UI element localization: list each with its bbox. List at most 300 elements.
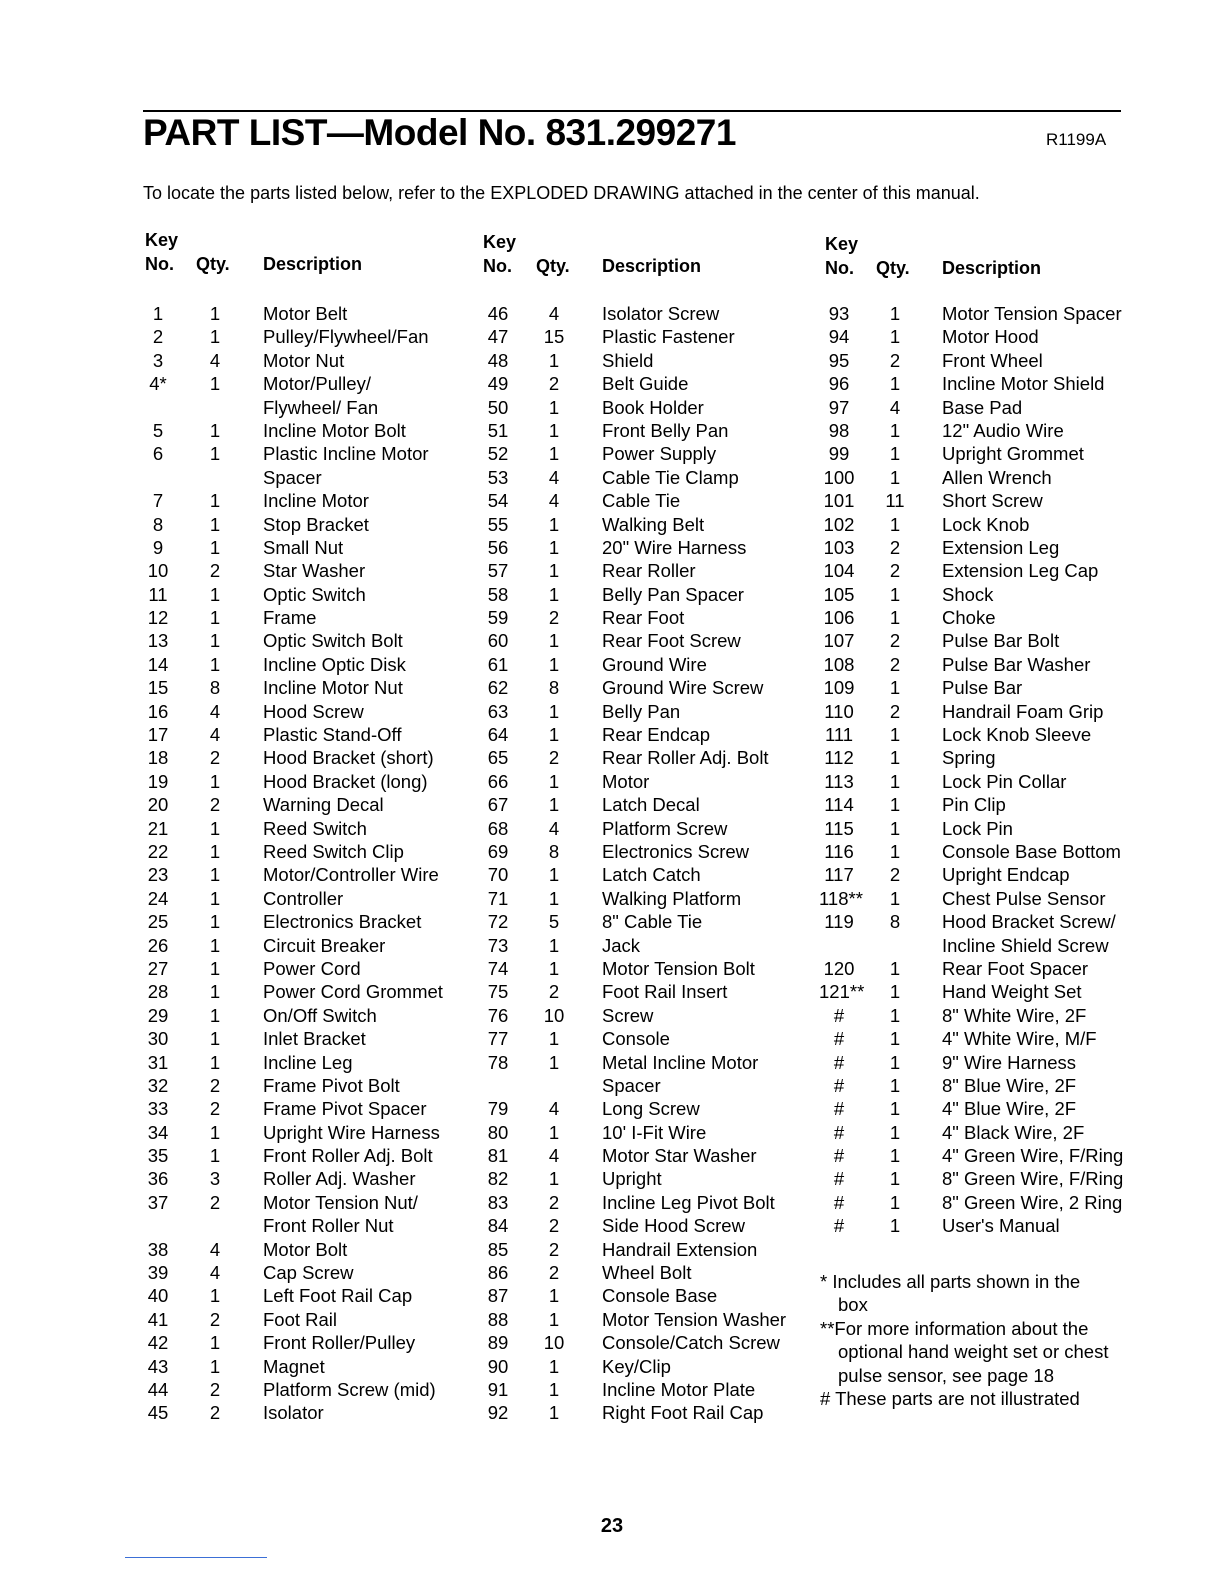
key-number: 24	[147, 887, 169, 909]
part-description: Allen Wrench	[942, 466, 1052, 488]
part-description: Jack	[602, 934, 641, 956]
part-description: Plastic Stand-Off	[263, 724, 402, 746]
quantity: 15	[543, 326, 565, 348]
quantity: 1	[209, 653, 221, 675]
part-description: Base Pad	[942, 396, 1023, 418]
part-description: Lock Knob	[942, 513, 1030, 535]
key-number: 64	[487, 724, 509, 746]
quantity: 1	[209, 1332, 221, 1354]
key-number: 87	[487, 1285, 509, 1307]
quantity: 1	[209, 934, 221, 956]
part-description: Incline Leg Pivot Bolt	[602, 1191, 775, 1213]
key-number: 50	[487, 396, 509, 418]
no-header: No.	[825, 258, 854, 278]
page-title: PART LIST—Model No. 831.299271	[143, 112, 736, 153]
part-description: Power Cord Grommet	[263, 981, 443, 1003]
part-description: Chest Pulse Sensor	[942, 887, 1106, 909]
part-description: Flywheel/ Fan	[263, 396, 379, 418]
part-description: Hood Bracket (short)	[263, 747, 434, 769]
quantity: 4	[548, 1098, 560, 1120]
part-description: Latch Catch	[602, 864, 701, 886]
part-description: Latch Decal	[602, 794, 700, 816]
key-number: 25	[147, 911, 169, 933]
quantity: 1	[548, 630, 560, 652]
part-description: On/Off Switch	[263, 1004, 377, 1026]
key-number: 99	[828, 443, 850, 465]
key-number: 52	[487, 443, 509, 465]
part-description: Metal Incline Motor	[602, 1051, 759, 1073]
key-number: #	[833, 1074, 845, 1096]
key-number: 104	[823, 560, 855, 582]
quantity: 2	[209, 1074, 221, 1096]
part-description: Motor Tension Bolt	[602, 957, 755, 979]
quantity: 1	[548, 419, 560, 441]
part-description: Incline Motor Plate	[602, 1378, 756, 1400]
part-description: Reed Switch	[263, 817, 367, 839]
key-number: 49	[487, 373, 509, 395]
part-description: Front Wheel	[942, 349, 1043, 371]
quantity: 2	[889, 536, 901, 558]
quantity: 4	[548, 490, 560, 512]
part-description: Pulley/Flywheel/Fan	[263, 326, 429, 348]
key-number: 71	[487, 887, 509, 909]
part-description: Front Roller Adj. Bolt	[263, 1145, 433, 1167]
part-description: Hood Bracket Screw/	[942, 911, 1116, 933]
key-number: 121**	[819, 981, 865, 1003]
part-description: Warning Decal	[263, 794, 384, 816]
key-number: 76	[487, 1004, 509, 1026]
quantity: 1	[548, 1402, 560, 1424]
quantity: 1	[889, 840, 901, 862]
quantity: 1	[889, 326, 901, 348]
key-number: 120	[823, 957, 855, 979]
key-number: 106	[823, 607, 855, 629]
part-description: 8" Green Wire, 2 Ring	[942, 1191, 1123, 1213]
quantity: 11	[885, 490, 905, 512]
part-description: 9" Wire Harness	[942, 1051, 1077, 1073]
key-number: 105	[823, 583, 855, 605]
part-description: Lock Knob Sleeve	[942, 724, 1092, 746]
part-description: Cable Tie Clamp	[602, 466, 739, 488]
quantity: 1	[209, 1028, 221, 1050]
key-number: #	[833, 1215, 845, 1237]
part-description: Belly Pan	[602, 700, 681, 722]
part-description: Motor Belt	[263, 303, 348, 324]
quantity: 1	[209, 770, 221, 792]
key-number: 118**	[819, 887, 863, 909]
part-description: Rear Foot	[602, 607, 685, 629]
part-description: 12" Audio Wire	[942, 419, 1064, 441]
quantity: 1	[889, 1074, 901, 1096]
part-description: Inlet Bracket	[263, 1028, 366, 1050]
part-description: Incline Optic Disk	[263, 653, 406, 675]
page-number: 23	[600, 1515, 624, 1537]
part-description: Magnet	[263, 1355, 325, 1377]
part-description: Pulse Bar Washer	[942, 653, 1091, 675]
key-number: 80	[487, 1121, 509, 1143]
quantity: 1	[548, 1308, 560, 1330]
key-number: 112	[824, 747, 854, 769]
key-number: 33	[147, 1098, 169, 1120]
part-description: Reed Switch Clip	[263, 840, 404, 862]
quantity: 2	[209, 560, 221, 582]
key-number: 44	[147, 1378, 169, 1400]
key-number: 26	[147, 934, 169, 956]
part-description: Controller	[263, 887, 344, 909]
quantity: 1	[548, 724, 560, 746]
quantity: 1	[548, 1121, 560, 1143]
part-description: Hand Weight Set	[942, 981, 1082, 1003]
key-number: #	[833, 1028, 845, 1050]
part-description: Cable Tie	[602, 490, 681, 512]
key-number: 103	[823, 536, 855, 558]
qty-header: Qty.	[536, 256, 570, 276]
qty-header: Qty.	[876, 258, 910, 278]
key-number: 14	[147, 653, 169, 675]
key-number: 115	[824, 817, 854, 839]
part-description: 8" Green Wire, F/Ring	[942, 1168, 1124, 1190]
quantity: 1	[889, 1168, 901, 1190]
part-description: Extension Leg	[942, 536, 1060, 558]
key-number: 1	[152, 303, 164, 324]
quantity: 1	[209, 864, 221, 886]
key-number: 7	[152, 490, 164, 512]
quantity: 1	[548, 1168, 560, 1190]
key-number: 86	[487, 1262, 509, 1284]
quantity: 2	[889, 560, 901, 582]
quantity: 1	[889, 373, 901, 395]
part-description: Upright Endcap	[942, 864, 1070, 886]
part-description: Spring	[942, 747, 996, 769]
part-description: Frame Pivot Spacer	[263, 1098, 427, 1120]
key-number: 46	[487, 303, 509, 324]
key-number: 36	[147, 1168, 169, 1190]
quantity: 1	[889, 1215, 901, 1237]
quantity: 2	[889, 349, 901, 371]
quantity: 8	[889, 911, 901, 933]
quantity: 2	[209, 747, 221, 769]
part-description: Cap Screw	[263, 1262, 354, 1284]
part-description: 4" Blue Wire, 2F	[942, 1098, 1077, 1120]
key-number: 98	[828, 419, 850, 441]
no-header: No.	[145, 254, 174, 274]
quantity: 1	[548, 794, 560, 816]
quantity: 1	[548, 934, 560, 956]
part-description: Motor Tension Nut/	[263, 1191, 418, 1213]
quantity: 1	[889, 513, 901, 535]
quantity: 10	[543, 1332, 565, 1354]
quantity: 1	[548, 864, 560, 886]
quantity: 2	[548, 1238, 560, 1260]
part-description: Incline Motor Shield	[942, 373, 1105, 395]
quantity: 1	[209, 840, 221, 862]
key-number: 18	[147, 747, 169, 769]
key-number: 23	[147, 864, 169, 886]
document-code: R1199A	[1046, 130, 1107, 149]
key-header: Key	[145, 230, 179, 250]
part-description: Plastic Incline Motor	[263, 443, 429, 465]
footnote-line: * Includes all parts shown in the	[820, 1271, 1081, 1292]
quantity: 1	[209, 513, 221, 535]
quantity: 4	[209, 724, 221, 746]
quantity: 1	[889, 466, 901, 488]
part-description: Rear Endcap	[602, 724, 710, 746]
part-description: Hood Screw	[263, 700, 364, 722]
quantity: 1	[209, 817, 221, 839]
quantity: 2	[889, 700, 901, 722]
key-header: Key	[483, 232, 517, 252]
part-description: Left Foot Rail Cap	[263, 1285, 413, 1307]
part-description: Platform Screw	[602, 817, 728, 839]
part-description: Handrail Extension	[602, 1238, 758, 1260]
part-description: Book Holder	[602, 396, 704, 418]
part-description: Lock Pin	[942, 817, 1013, 839]
key-number: 110	[824, 700, 854, 722]
key-number: 21	[147, 817, 169, 839]
key-number: 62	[487, 677, 509, 699]
key-number: 51	[487, 419, 509, 441]
quantity: 1	[209, 1355, 221, 1377]
part-description: Wheel Bolt	[602, 1262, 692, 1284]
key-number: 60	[487, 630, 509, 652]
quantity: 1	[209, 326, 221, 348]
part-description: 8" Blue Wire, 2F	[942, 1074, 1077, 1096]
key-number: 58	[487, 583, 509, 605]
part-description: Foot Rail Insert	[602, 981, 728, 1003]
quantity: 4	[548, 1145, 560, 1167]
key-number: 17	[147, 724, 169, 746]
key-number: 96	[828, 373, 850, 395]
quantity: 1	[889, 770, 901, 792]
part-description: Belly Pan Spacer	[602, 583, 744, 605]
key-number: 38	[147, 1238, 169, 1260]
key-number: 12	[147, 607, 169, 629]
quantity: 1	[209, 957, 221, 979]
key-number: 59	[487, 607, 509, 629]
key-number: 34	[147, 1121, 169, 1143]
qty-header: Qty.	[196, 254, 230, 274]
quantity: 1	[209, 1051, 221, 1073]
quantity: 8	[548, 840, 560, 862]
key-number: 82	[487, 1168, 509, 1190]
key-number: 84	[487, 1215, 509, 1237]
quantity: 2	[889, 630, 901, 652]
part-description: Motor Tension Spacer	[942, 303, 1122, 324]
quantity: 1	[209, 630, 221, 652]
quantity: 1	[889, 887, 901, 909]
part-description: Motor Hood	[942, 326, 1039, 348]
quantity: 1	[209, 1121, 221, 1143]
part-description: Incline Motor Bolt	[263, 419, 406, 441]
part-description: Isolator	[263, 1402, 324, 1424]
description-header: Description	[602, 256, 702, 276]
key-number: 57	[487, 560, 509, 582]
part-description: Star Washer	[263, 560, 366, 582]
key-number: 32	[147, 1074, 169, 1096]
part-description: 10' I-Fit Wire	[602, 1121, 707, 1143]
part-description: Optic Switch	[263, 583, 366, 605]
key-number: 53	[487, 466, 509, 488]
key-number: 70	[487, 864, 509, 886]
key-number: 37	[147, 1191, 169, 1213]
quantity: 1	[548, 700, 560, 722]
key-number: 30	[147, 1028, 169, 1050]
part-description: Upright Grommet	[942, 443, 1084, 465]
quantity: 1	[548, 1285, 560, 1307]
quantity: 2	[548, 607, 560, 629]
key-number: 97	[828, 396, 850, 418]
part-description: Handrail Foam Grip	[942, 700, 1104, 722]
quantity: 1	[889, 443, 901, 465]
key-number: 48	[487, 349, 509, 371]
quantity: 1	[889, 583, 901, 605]
key-number: 119	[824, 911, 854, 933]
quantity: 1	[889, 1121, 901, 1143]
part-description: Frame	[263, 607, 317, 629]
quantity: 4	[209, 700, 221, 722]
key-number: 55	[487, 513, 509, 535]
quantity: 1	[209, 303, 221, 324]
key-number: 3	[152, 349, 164, 371]
key-number: 77	[487, 1028, 509, 1050]
quantity: 1	[209, 443, 221, 465]
quantity: 1	[209, 607, 221, 629]
quantity: 10	[543, 1004, 565, 1026]
part-description: Pulse Bar	[942, 677, 1023, 699]
quantity: 1	[548, 536, 560, 558]
quantity: 1	[209, 490, 221, 512]
part-description: Key/Clip	[602, 1355, 671, 1377]
part-description: Pin Clip	[942, 794, 1006, 816]
key-number: 72	[487, 911, 509, 933]
key-number: 42	[147, 1332, 169, 1354]
quantity: 2	[548, 1191, 560, 1213]
quantity: 2	[548, 981, 560, 1003]
description-header: Description	[942, 258, 1042, 278]
quantity: 1	[209, 911, 221, 933]
part-description: Walking Belt	[602, 513, 705, 535]
quantity: 1	[889, 957, 901, 979]
quantity: 1	[889, 981, 901, 1003]
part-description: Incline Leg	[263, 1051, 353, 1073]
part-description: Circuit Breaker	[263, 934, 386, 956]
key-number: #	[833, 1051, 845, 1073]
part-description: Lock Pin Collar	[942, 770, 1067, 792]
key-number: #	[833, 1168, 845, 1190]
part-description: 20" Wire Harness	[602, 536, 747, 558]
part-description: Incline Shield Screw	[942, 934, 1109, 956]
quantity: 4	[209, 1238, 221, 1260]
footnote-line: box	[838, 1294, 868, 1315]
quantity: 2	[209, 1191, 221, 1213]
part-description: Motor Nut	[263, 349, 345, 371]
key-number: 6	[152, 443, 164, 465]
key-number: 113	[824, 770, 854, 792]
description-header: Description	[263, 254, 363, 274]
key-number: 43	[147, 1355, 169, 1377]
scan-artifact-line	[125, 1557, 267, 1558]
part-description: Incline Motor Nut	[263, 677, 403, 699]
part-description: Console/Catch Screw	[602, 1332, 780, 1354]
key-number: 93	[828, 303, 850, 324]
quantity: 1	[548, 887, 560, 909]
key-number: 29	[147, 1004, 169, 1026]
part-description: Front Roller Nut	[263, 1215, 394, 1237]
part-description: Frame Pivot Bolt	[263, 1074, 400, 1096]
key-number: 11	[148, 583, 168, 605]
key-number: #	[833, 1121, 845, 1143]
part-description: User's Manual	[942, 1215, 1060, 1237]
quantity: 1	[889, 1098, 901, 1120]
part-description: Console	[602, 1028, 670, 1050]
key-number: 101	[823, 490, 855, 512]
quantity: 1	[889, 747, 901, 769]
key-number: 47	[487, 326, 509, 348]
quantity: 1	[548, 443, 560, 465]
key-number: 85	[487, 1238, 509, 1260]
quantity: 2	[209, 1378, 221, 1400]
key-number: 81	[487, 1145, 509, 1167]
key-number: 73	[487, 934, 509, 956]
key-number: 67	[487, 794, 509, 816]
part-description: Shock	[942, 583, 994, 605]
quantity: 1	[209, 583, 221, 605]
part-description: Belt Guide	[602, 373, 689, 395]
part-description: 8" White Wire, 2F	[942, 1004, 1087, 1026]
quantity: 4	[209, 1262, 221, 1284]
key-header: Key	[825, 234, 859, 254]
part-description: Front Belly Pan	[602, 419, 729, 441]
key-number: 75	[487, 981, 509, 1003]
quantity: 1	[548, 957, 560, 979]
key-number: 16	[147, 700, 169, 722]
quantity: 1	[889, 303, 901, 324]
part-description: Plastic Fastener	[602, 326, 735, 348]
quantity: 1	[548, 396, 560, 418]
part-description: Power Supply	[602, 443, 717, 465]
quantity: 1	[889, 724, 901, 746]
key-number: 39	[147, 1262, 169, 1284]
part-description: Motor Star Washer	[602, 1145, 757, 1167]
key-number: 56	[487, 536, 509, 558]
part-description: Rear Roller	[602, 560, 696, 582]
key-number: 114	[824, 794, 854, 816]
key-number: 20	[147, 794, 169, 816]
key-number: 28	[147, 981, 169, 1003]
part-description: Ground Wire Screw	[602, 677, 764, 699]
part-description: Platform Screw (mid)	[263, 1378, 436, 1400]
key-number: 35	[147, 1145, 169, 1167]
quantity: 4	[548, 466, 560, 488]
quantity: 1	[209, 1004, 221, 1026]
key-number: 19	[147, 770, 169, 792]
part-description: Ground Wire	[602, 653, 707, 675]
part-description: Front Roller/Pulley	[263, 1332, 416, 1354]
part-description: Side Hood Screw	[602, 1215, 745, 1237]
quantity: 2	[209, 1402, 221, 1424]
key-number: 78	[487, 1051, 509, 1073]
key-number: 5	[152, 419, 164, 441]
quantity: 1	[209, 887, 221, 909]
part-description: Console Base Bottom	[942, 840, 1121, 862]
key-number: 22	[147, 840, 169, 862]
part-description: Walking Platform	[602, 887, 742, 909]
part-description: Rear Roller Adj. Bolt	[602, 747, 769, 769]
key-number: 74	[487, 957, 509, 979]
key-number: 83	[487, 1191, 509, 1213]
key-number: 66	[487, 770, 509, 792]
part-description: Roller Adj. Washer	[263, 1168, 416, 1190]
